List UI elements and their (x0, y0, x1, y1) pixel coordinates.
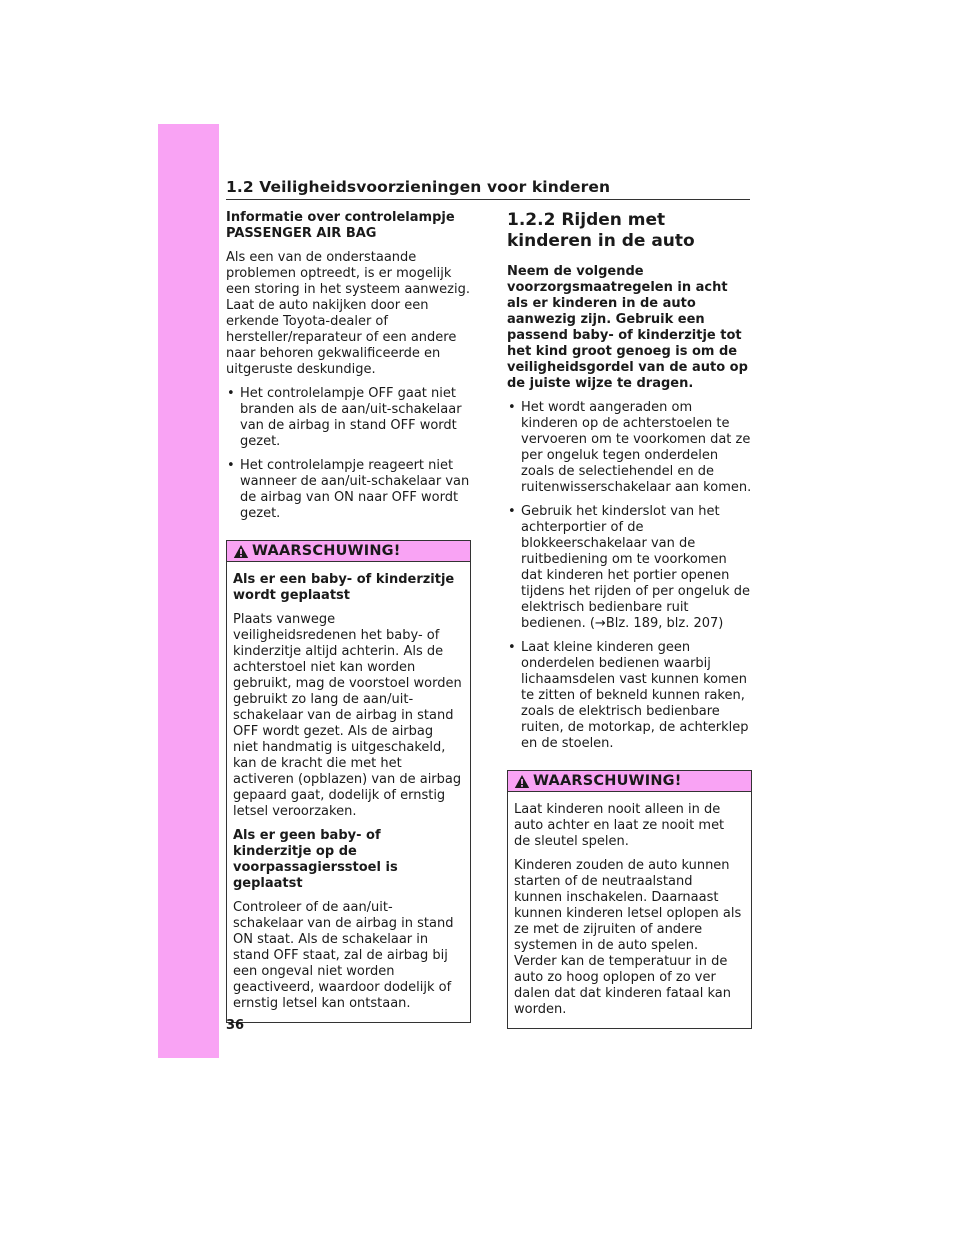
warning-header (508, 771, 751, 792)
warning-box-children (507, 770, 752, 1029)
section-header: 1.2 Veiligheidsvoorzieningen voor kinderen (226, 178, 750, 200)
warning-body (227, 562, 470, 1022)
section-title: 1.2.2 Rijden met kinderen in de auto (507, 210, 695, 251)
warning-subheading: Als er een baby- of kinderzitje wordt geplaatst (233, 572, 455, 603)
warning-box-airbag (226, 540, 471, 1023)
warning-triangle-icon (514, 774, 530, 789)
warning-header (227, 541, 470, 562)
warning-body (508, 792, 751, 1028)
indicator-heading: Informatie over controlelampje PASSENGER AIR BAG (226, 210, 455, 241)
left-column (226, 210, 471, 1023)
list-item: • Het wordt aangeraden om kinderen op de achterstoelen te vervoeren om te voorkomen dat ze per ongeluk tegen onderdelen zoals de selectiehendel en de ruitenwisserschakelaar aan komen. (507, 400, 752, 496)
list-item: • Het controlelampje OFF gaat niet branden als de aan/uit-schakelaar van de airbag in stand OFF wordt gezet. (226, 386, 471, 450)
list-item: • Laat kleine kinderen geen onderdelen bedienen waarbij lichaamsdelen vast kunnen komen te zitten of bekneld kunnen raken, zoals de elektrisch bedienbare ruiten, de motorkap, de achterklep en de stoelen. (507, 640, 752, 752)
right-column (507, 210, 752, 1029)
warning-title: WAARSCHUWING! (252, 543, 401, 559)
indicator-bullets (226, 386, 471, 522)
precautions-intro: Neem de volgende voorzorgsmaatregelen in acht als er kinderen in de auto aanwezig zijn. Gebruik een passend baby- of kinderzitje tot het kind groot genoeg is om de veiligheidsgordel van de auto op de juiste wijze te dragen. (507, 264, 748, 391)
chapter-side-tab (158, 124, 219, 1058)
precautions-bullets (507, 400, 752, 752)
warning-text: Plaats vanwege veiligheidsredenen het baby- of kinderzitje altijd achterin. Als de achterstoel niet kan worden gebruikt, mag de voorstoel worden gebruikt zo lang de aan/uit-schakelaar van de airbag in stand OFF wordt gezet. Als de airbag niet handmatig is uitgeschakeld, kan de kracht die met het activeren (opblazen) van de airbag gepaard gaat, dodelijk of ernstig letsel veroorzaken. (233, 612, 462, 819)
indicator-intro: Als een van de onderstaande problemen optreedt, is er mogelijk een storing in het systeem aanwezig. Laat de auto nakijken door een erkende Toyota-dealer of hersteller/reparateur of een andere naar behoren gekwalificeerde en uitgeruste deskundige. (226, 250, 470, 377)
page-number: 36 (226, 1018, 245, 1033)
warning-text: Laat kinderen nooit alleen in de auto achter en laat ze nooit met de sleutel spelen. (514, 802, 725, 849)
warning-subheading: Als er geen baby- of kinderzitje op de voorpassagiersstoel is geplaatst (233, 828, 398, 891)
list-item: • Gebruik het kinderslot van het achterportier of de blokkeerschakelaar van de ruitbediening om te voorkomen dat kinderen het portier openen tijdens het rijden of per ongeluk de elektrisch bedienbare ruit bedienen. (→Blz. 189, blz. 207) (507, 504, 752, 632)
list-item: • Het controlelampje reageert niet wanneer de aan/uit-schakelaar van de airbag van ON naar OFF wordt gezet. (226, 458, 471, 522)
warning-title: WAARSCHUWING! (533, 773, 682, 789)
warning-triangle-icon (233, 544, 249, 559)
warning-text: Controleer of de aan/uit-schakelaar van de airbag in stand ON staat. Als de schakelaar in stand OFF staat, zal de airbag bij een ongeval niet worden geactiveerd, waardoor dodelijk of ernstig letsel kan ontstaan. (233, 900, 454, 1011)
warning-text: Kinderen zouden de auto kunnen starten of de neutraalstand kunnen inschakelen. Daarnaast kunnen kinderen letsel oplopen als ze met de zijruiten of andere systemen in de auto spelen. Verder kan de temperatuur in de auto zo hoog oplopen of zo ver dalen dat dat kinderen fataal kan worden. (514, 858, 742, 1017)
